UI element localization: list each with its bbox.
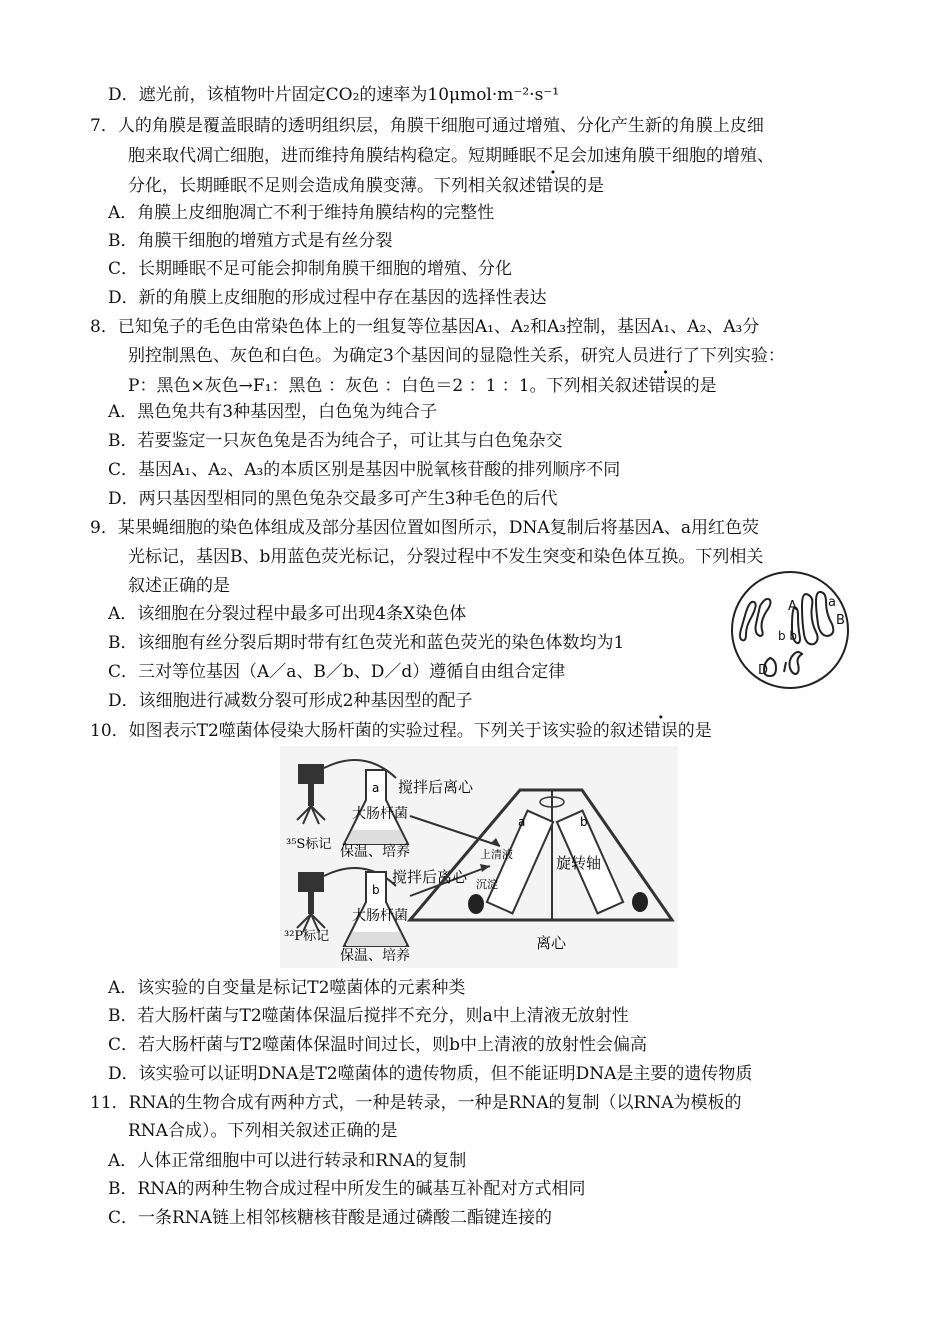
q11-stem-line1: 11．RNA的生物合成有两种方式，一种是转录，一种是RNA的复制（以RNA为模板的 — [90, 1093, 742, 1113]
q9-option-b: B．该细胞有丝分裂后期时带有红色荧光和蓝色荧光的染色体数均为1 — [108, 633, 625, 653]
q11-option-a: A．人体正常细胞中可以进行转录和RNA的复制 — [108, 1151, 467, 1171]
phage-experiment-figure — [280, 746, 678, 968]
q8-stem-line1: 8．已知兔子的毛色由常染色体上的一组复等位基因A₁、A₂和A₃控制，基因A₁、A₂、A₃分 — [90, 317, 760, 337]
q11-option-b: B．RNA的两种生物合成过程中所发生的碱基互补配对方式相同 — [108, 1179, 586, 1199]
rotation-axis-label: 旋转轴 — [556, 854, 602, 872]
q7-option-b: B．角膜干细胞的增殖方式是有丝分裂 — [108, 231, 393, 251]
flask-b-label: b — [372, 883, 380, 897]
q6-option-d: D．遮光前，该植物叶片固定CO₂的速率为10μmol·m⁻²·s⁻¹ — [108, 85, 560, 105]
stir-label-a: 搅拌后离心 — [398, 778, 474, 796]
q9-stem-line3: 叙述正确的是 — [128, 576, 230, 596]
q8-option-a: A．黑色兔共有3种基因型，白色兔为纯合子 — [108, 402, 438, 422]
q11-stem-line2: RNA合成）。下列相关叙述正确的是 — [128, 1121, 398, 1141]
q9-option-d: D．该细胞进行减数分裂可形成2种基因型的配子 — [108, 691, 473, 711]
tube-a-label: a — [518, 815, 526, 829]
cell-chromosome-figure — [728, 568, 852, 692]
q8-stem-line3: P：黑色×灰色→F₁：黑色 ：灰色 ：白色＝2 ：1 ：1。下列相关叙述错误的是 — [128, 376, 717, 396]
q10-stem: 10．如图表示T2噬菌体侵染大肠杆菌的实验过程。下列关于该实验的叙述错误的是 — [90, 721, 712, 741]
incubate-label-a: 保温、培养 — [340, 844, 410, 860]
q7-stem-line3: 分化，长期睡眠不足则会造成角膜变薄。下列相关叙述错误的是 — [128, 176, 604, 196]
gene-label-A: A — [788, 599, 797, 614]
flask-a-label: a — [372, 781, 380, 795]
stir-label-b: 搅拌后离心 — [392, 868, 468, 886]
incubate-label-b: 保温、培养 — [340, 948, 410, 964]
precipitate-label: 沉淀 — [476, 878, 498, 891]
q7-stem-line1: 7．人的角膜是覆盖眼睛的透明组织层，角膜干细胞可通过增殖、分化产生新的角膜上皮细 — [90, 116, 764, 136]
q7-option-c: C．长期睡眠不足可能会抑制角膜干细胞的增殖、分化 — [108, 259, 513, 279]
q10-option-a: A．该实验的自变量是标记T2噬菌体的元素种类 — [108, 978, 466, 998]
q10-option-c: C．若大肠杆菌与T2噬菌体保温时间过长，则b中上清液的放射性会偏高 — [108, 1035, 648, 1055]
q7-option-d: D．新的角膜上皮细胞的形成过程中存在基因的选择性表达 — [108, 288, 547, 308]
ecoli-label-a: 大肠杆菌 — [352, 806, 408, 822]
gene-label-b: b b — [778, 629, 798, 643]
q7-option-a: A．角膜上皮细胞凋亡不利于维持角膜结构的完整性 — [108, 203, 495, 223]
ecoli-label-b: 大肠杆菌 — [352, 908, 408, 924]
q11-option-c: C．一条RNA链上相邻核糖核苷酸是通过磷酸二酯键连接的 — [108, 1208, 552, 1228]
q7-stem-line2: 胞来取代凋亡细胞，进而维持角膜结构稳定。短期睡眠不足会加速角膜干细胞的增殖、 — [128, 146, 774, 166]
gene-label-a: a — [828, 595, 836, 610]
label-35s: ³⁵S标记 — [286, 837, 332, 852]
q9-stem-line2: 光标记，基因B、b用蓝色荧光标记，分裂过程中不发生突变和染色体互换。下列相关 — [128, 547, 764, 567]
supernatant-label: 上清液 — [480, 848, 513, 861]
q9-option-a: A．该细胞在分裂过程中最多可出现4条X染色体 — [108, 604, 467, 624]
q10-option-d: D．该实验可以证明DNA是T2噬菌体的遗传物质，但不能证明DNA是主要的遗传物质 — [108, 1064, 753, 1084]
q8-option-b: B．若要鉴定一只灰色兔是否为纯合子，可让其与白色兔杂交 — [108, 431, 563, 451]
q9-option-c: C．三对等位基因（A／a、B／b、D／d）遵循自由组合定律 — [108, 662, 566, 682]
tube-b-label: b — [580, 815, 588, 829]
q8-option-d: D．两只基因型相同的黑色兔杂交最多可产生3种毛色的后代 — [108, 489, 558, 509]
label-32p: ³²P标记 — [284, 929, 330, 944]
q10-option-b: B．若大肠杆菌与T2噬菌体保温后搅拌不充分，则a中上清液无放射性 — [108, 1006, 629, 1026]
gene-label-D: D — [758, 663, 769, 678]
gene-label-B: B — [836, 613, 845, 628]
q8-option-c: C．基因A₁、A₂、A₃的本质区别是基因中脱氧核苷酸的排列顺序不同 — [108, 460, 621, 480]
q9-stem-line1: 9．某果蝇细胞的染色体组成及部分基因位置如图所示，DNA复制后将基因A、a用红色荧 — [90, 518, 760, 538]
centrifuge-label: 离心 — [536, 934, 567, 952]
q8-stem-line2: 别控制黑色、灰色和白色。为确定3个基因间的显隐性关系，研究人员进行了下列实验： — [128, 346, 785, 366]
